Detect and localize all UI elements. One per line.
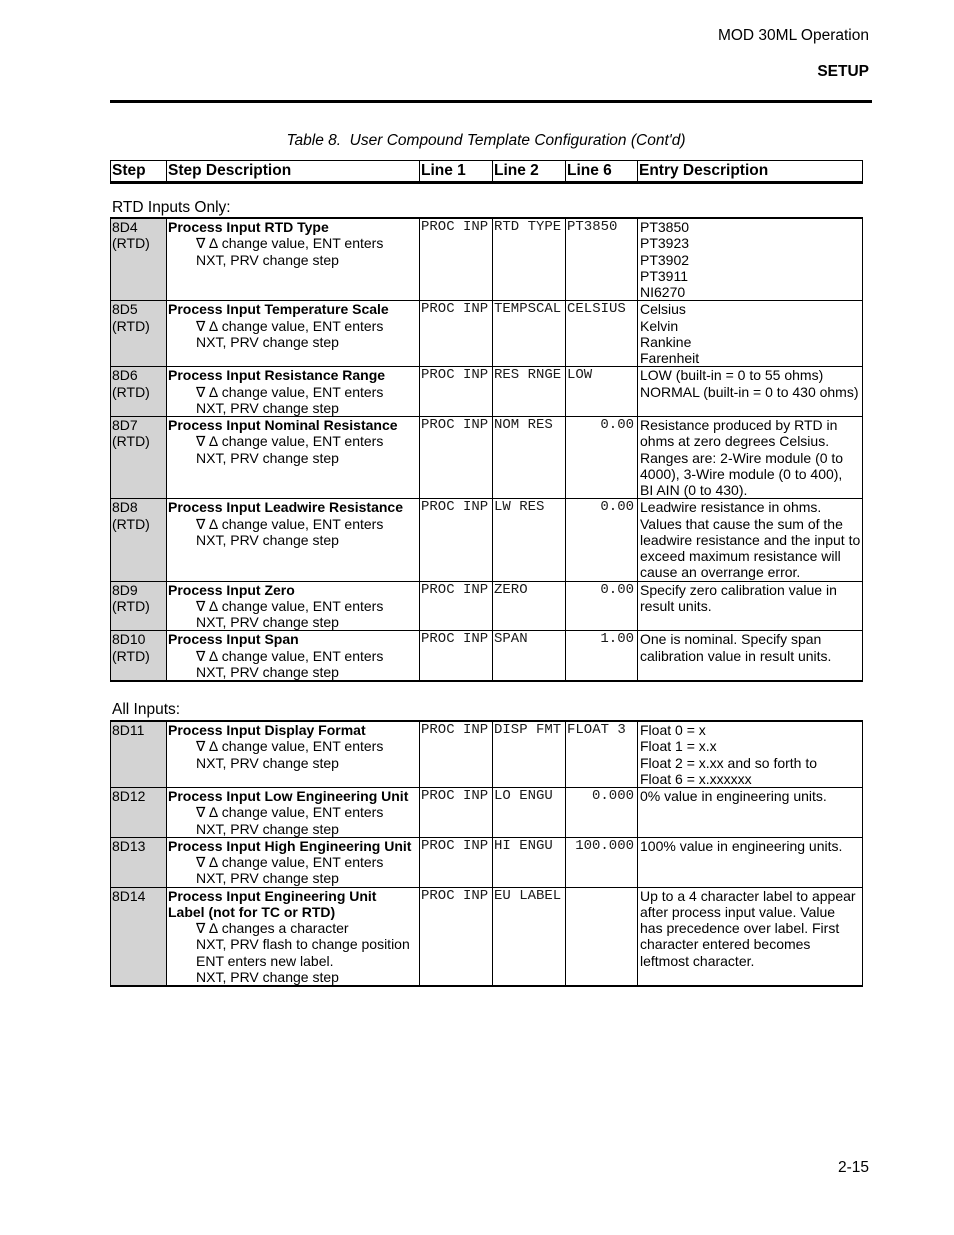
step-description-cell — [167, 218, 420, 301]
entry-description-line: LOW (built-in = 0 to 55 ohms) — [640, 367, 824, 384]
entry-description-line: leftmost character. — [640, 952, 755, 969]
column-header-row — [111, 161, 863, 183]
step-qualifier: (RTD) — [112, 383, 150, 400]
entry-description-line: 100% value in engineering units. — [640, 837, 843, 854]
step-number: 8D8 — [112, 499, 138, 516]
entry-description-cell — [638, 417, 863, 499]
line1-display: PROC INP — [420, 499, 493, 581]
rtd-inputs-table-body — [111, 218, 863, 681]
line2-display: SPAN — [493, 631, 566, 681]
line6-display: 0.00 — [566, 581, 638, 631]
entry-description-line: PT3902 — [640, 251, 690, 268]
line6-display: 100.000 — [566, 837, 638, 887]
step-qualifier: (RTD) — [112, 515, 150, 532]
line1-display: PROC INP — [420, 581, 493, 631]
step-number: 8D4 — [112, 219, 138, 235]
step-description-cell — [167, 499, 420, 581]
step-title: Process Input High Engineering Unit — [168, 837, 412, 854]
step-instruction: ∇ ∆ change value, ENT enters — [196, 647, 384, 664]
entry-description-cell — [638, 631, 863, 681]
step-cell — [111, 417, 167, 499]
entry-description-line: Celsius — [640, 301, 686, 318]
entry-description-line: Specify zero calibration value in — [640, 581, 837, 598]
step-title: Process Input RTD Type — [168, 219, 329, 235]
table-row — [111, 721, 863, 788]
entry-description-cell — [638, 788, 863, 838]
table-row — [111, 301, 863, 367]
line1-display: PROC INP — [420, 631, 493, 681]
step-description-cell — [167, 788, 420, 838]
step-instruction: NXT, PRV change step — [196, 531, 339, 548]
entry-description-cell — [638, 837, 863, 887]
step-description-cell — [167, 367, 420, 417]
table-row — [111, 631, 863, 681]
step-cell — [111, 218, 167, 301]
entry-description-line: NI6270 — [640, 284, 686, 300]
step-instruction: ∇ ∆ change value, ENT enters — [196, 317, 384, 334]
step-qualifier: (RTD) — [112, 317, 150, 334]
step-cell — [111, 788, 167, 838]
table-caption: Table 8. User Compound Template Configuration (Cont'd) — [286, 132, 686, 149]
entry-description-line: leadwire resistance and the input to — [640, 531, 861, 548]
step-cell — [111, 887, 167, 986]
group-label-rtd-inputs: RTD Inputs Only: — [112, 199, 231, 216]
entry-description-line: Float 2 = x.xx and so forth to — [640, 754, 818, 771]
line1-display: PROC INP — [420, 367, 493, 417]
step-number: 8D5 — [112, 301, 138, 318]
header-rule — [110, 100, 872, 103]
step-instruction: ∇ ∆ change value, ENT enters — [196, 383, 384, 400]
step-title: Process Input Display Format — [168, 722, 366, 738]
step-description-cell — [167, 837, 420, 887]
line6-display: 0.000 — [566, 788, 638, 838]
step-qualifier: (RTD) — [112, 433, 150, 450]
step-instruction: ∇ ∆ change value, ENT enters — [196, 738, 384, 755]
step-description-cell — [167, 581, 420, 631]
entry-description-line: cause an overrange error. — [640, 564, 801, 581]
line6-display: 0.00 — [566, 417, 638, 499]
step-instruction: NXT, PRV change step — [196, 251, 339, 268]
step-instruction: ∇ ∆ change value, ENT enters — [196, 235, 384, 252]
entry-description-line: PT3850 — [640, 219, 690, 235]
table-row — [111, 581, 863, 631]
step-description-cell — [167, 417, 420, 499]
document-title: MOD 30ML Operation — [717, 27, 869, 44]
entry-description-line: Float 1 = x.x — [640, 738, 717, 755]
line2-display: ZERO — [493, 581, 566, 631]
step-title: Process Input Zero — [168, 581, 295, 598]
entry-description-line: Farenheit — [640, 350, 700, 366]
step-instruction: NXT, PRV change step — [196, 399, 339, 416]
step-description-cell — [167, 631, 420, 681]
step-instruction: NXT, PRV change step — [196, 870, 339, 887]
line1-display: PROC INP — [420, 721, 493, 788]
line2-display: TEMPSCAL — [493, 301, 566, 367]
section-title: SETUP — [817, 63, 869, 80]
all-inputs-table-body — [111, 721, 863, 986]
rtd-inputs-table — [110, 217, 863, 682]
step-instruction: ∇ ∆ change value, ENT enters — [196, 854, 384, 870]
table-row — [111, 417, 863, 499]
step-instruction: NXT, PRV change step — [196, 968, 339, 985]
step-number: 8D12 — [112, 788, 146, 804]
step-instruction: ∇ ∆ changes a character — [196, 920, 349, 936]
table-row — [111, 218, 863, 301]
line2-display: NOM RES — [493, 417, 566, 499]
step-number: 8D9 — [112, 581, 138, 598]
table-row — [111, 837, 863, 887]
line6-display: 0.00 — [566, 499, 638, 581]
line1-display: PROC INP — [420, 218, 493, 301]
table-row — [111, 367, 863, 417]
step-description-cell — [167, 301, 420, 367]
line6-display — [566, 887, 638, 986]
line1-display: PROC INP — [420, 301, 493, 367]
line6-display: LOW — [566, 367, 638, 417]
column-header-table — [110, 160, 863, 184]
line1-display: PROC INP — [420, 837, 493, 887]
page-number: 2-15 — [837, 1159, 869, 1176]
step-title: Process Input Span — [168, 631, 299, 648]
step-instruction: NXT, PRV change step — [196, 333, 339, 350]
group-label-all-inputs: All Inputs: — [112, 701, 181, 718]
step-instruction: ∇ ∆ change value, ENT enters — [196, 433, 384, 450]
line1-display: PROC INP — [420, 887, 493, 986]
step-title: Process Input Engineering Unit — [168, 887, 377, 904]
step-instruction: NXT, PRV change step — [196, 449, 339, 466]
line6-display: CELSIUS — [566, 301, 638, 367]
step-cell — [111, 301, 167, 367]
step-cell — [111, 837, 167, 887]
step-qualifier: (RTD) — [112, 235, 150, 252]
step-description-cell — [167, 721, 420, 788]
line2-display: LW RES — [493, 499, 566, 581]
entry-description-cell — [638, 721, 863, 788]
step-instruction: ∇ ∆ change value, ENT enters — [196, 597, 384, 614]
all-inputs-table — [110, 720, 863, 987]
step-instruction: NXT, PRV change step — [196, 820, 339, 837]
column-header-line1: Line 1 — [420, 161, 493, 183]
line2-display: HI ENGU — [493, 837, 566, 887]
entry-description-line: result units. — [640, 597, 712, 614]
table-row — [111, 887, 863, 986]
column-header-step: Step — [111, 161, 167, 183]
step-title: Process Input Nominal Resistance — [168, 417, 398, 433]
entry-description-line: ohms at zero degrees Celsius. — [640, 433, 830, 450]
step-instruction: NXT, PRV change step — [196, 754, 339, 771]
step-title: Process Input Resistance Range — [168, 367, 386, 384]
entry-description-cell — [638, 218, 863, 301]
entry-description-line: Resistance produced by RTD in — [640, 417, 838, 433]
table-row — [111, 499, 863, 581]
entry-description-line: PT3923 — [640, 235, 690, 252]
line2-display: DISP FMT — [493, 721, 566, 788]
step-cell — [111, 581, 167, 631]
line2-display: RES RNGE — [493, 367, 566, 417]
entry-description-line: 0% value in engineering units. — [640, 788, 827, 804]
table-row — [111, 788, 863, 838]
entry-description-line: Float 0 = x — [640, 722, 706, 738]
step-cell — [111, 367, 167, 417]
entry-description-cell — [638, 367, 863, 417]
entry-description-line: after process input value. Value — [640, 903, 836, 920]
entry-description-line: Leadwire resistance in ohms. — [640, 499, 822, 516]
entry-description-line: calibration value in result units. — [640, 647, 832, 664]
entry-description-line: PT3911 — [640, 267, 688, 284]
entry-description-line: Values that cause the sum of the — [640, 515, 843, 532]
step-number: 8D6 — [112, 367, 138, 384]
step-cell — [111, 721, 167, 788]
line2-display: EU LABEL — [493, 887, 566, 986]
entry-description-line: NORMAL (built-in = 0 to 430 ohms) — [640, 383, 859, 400]
step-number: 8D11 — [112, 722, 145, 738]
entry-description-line: Kelvin — [640, 317, 679, 334]
entry-description-cell — [638, 499, 863, 581]
step-cell — [111, 499, 167, 581]
line1-display: PROC INP — [420, 417, 493, 499]
entry-description-line: character entered becomes — [640, 936, 811, 953]
entry-description-line: Rankine — [640, 333, 692, 350]
step-title: Process Input Low Engineering Unit — [168, 788, 409, 804]
step-number: 8D13 — [112, 837, 146, 854]
line2-display: LO ENGU — [493, 788, 566, 838]
line1-display: PROC INP — [420, 788, 493, 838]
step-instruction: NXT, PRV change step — [196, 614, 339, 630]
line2-display: RTD TYPE — [493, 218, 566, 301]
entry-description-line: BI AIN (0 to 430). — [640, 482, 748, 498]
step-instruction: ∇ ∆ change value, ENT enters — [196, 515, 384, 532]
step-instruction: ∇ ∆ change value, ENT enters — [196, 804, 384, 821]
column-header-entry-description: Entry Description — [638, 161, 863, 183]
column-header-line2: Line 2 — [493, 161, 566, 183]
step-instruction: NXT, PRV flash to change position — [196, 936, 410, 953]
step-qualifier: (RTD) — [112, 647, 150, 664]
entry-description-cell — [638, 301, 863, 367]
step-number: 8D10 — [112, 631, 146, 648]
column-header-step-description: Step Description — [167, 161, 420, 183]
column-header-body — [111, 161, 863, 183]
step-qualifier: (RTD) — [112, 597, 150, 614]
step-description-cell — [167, 887, 420, 986]
step-instruction: ENT enters new label. — [196, 952, 334, 969]
line6-display: PT3850 — [566, 218, 638, 301]
entry-description-line: Ranges are: 2-Wire module (0 to — [640, 449, 844, 466]
step-title: Process Input Temperature Scale — [168, 301, 389, 318]
entry-description-line: Float 6 = x.xxxxxx — [640, 770, 752, 787]
line6-display: 1.00 — [566, 631, 638, 681]
step-number: 8D7 — [112, 417, 138, 433]
entry-description-line: has precedence over label. First — [640, 920, 840, 936]
step-title: Label (not for TC or RTD) — [168, 903, 336, 920]
line6-display: FLOAT 3 — [566, 721, 638, 788]
step-cell — [111, 631, 167, 681]
entry-description-line: One is nominal. Specify span — [640, 631, 822, 648]
step-instruction: NXT, PRV change step — [196, 663, 339, 680]
entry-description-line: exceed maximum resistance will — [640, 548, 841, 564]
step-title: Process Input Leadwire Resistance — [168, 499, 403, 516]
step-number: 8D14 — [112, 887, 146, 904]
entry-description-cell — [638, 887, 863, 986]
entry-description-line: Up to a 4 character label to appear — [640, 887, 856, 904]
entry-description-line: 4000), 3-Wire module (0 to 400), — [640, 465, 843, 482]
entry-description-cell — [638, 581, 863, 631]
column-header-line6: Line 6 — [566, 161, 638, 183]
